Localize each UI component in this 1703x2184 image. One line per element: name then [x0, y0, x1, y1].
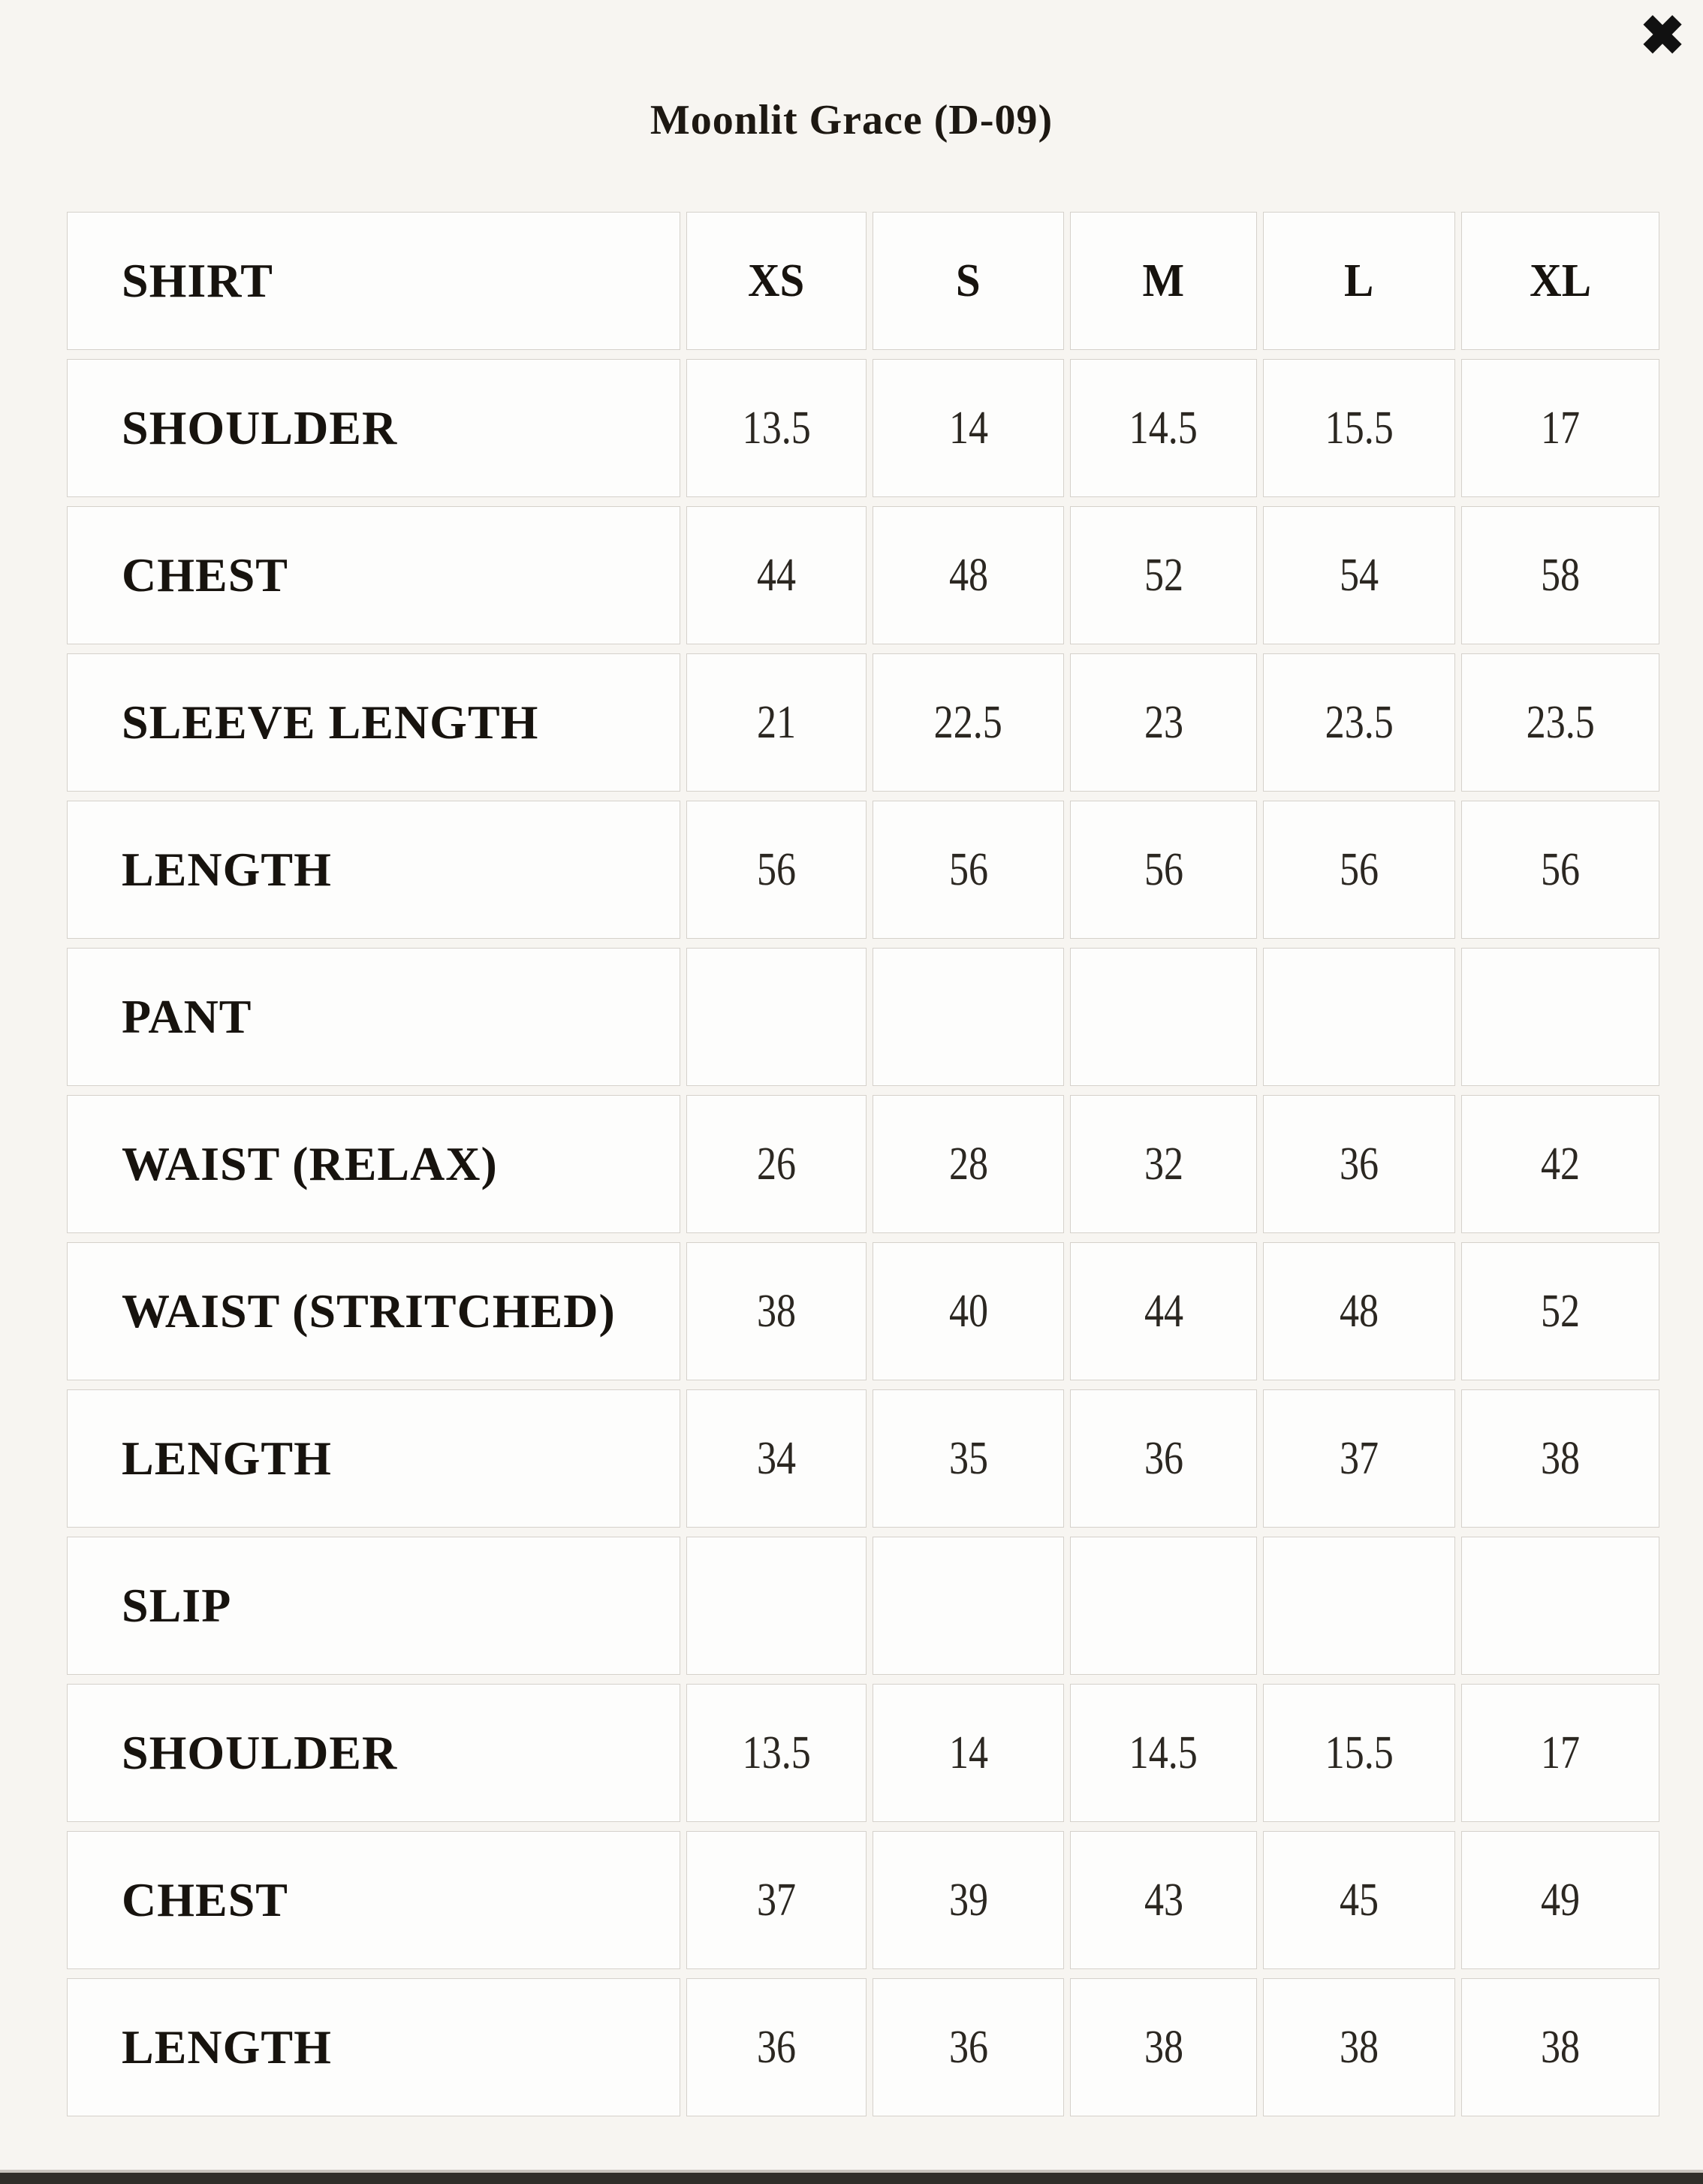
value-cell	[686, 1831, 867, 1969]
value-cell	[1461, 359, 1659, 497]
value-text: 17	[1540, 402, 1581, 454]
value-cell	[873, 506, 1064, 644]
value-cell	[1461, 506, 1659, 644]
row-label-cell: SLEEVE LENGTH	[67, 653, 680, 792]
value-cell	[873, 1389, 1064, 1528]
value-text: 15.5	[1325, 402, 1394, 454]
value-text: 48	[948, 549, 988, 601]
row-label-cell: SHOULDER	[67, 1684, 680, 1822]
value-cell	[873, 1684, 1064, 1822]
value-cell	[1070, 1684, 1257, 1822]
value-text: 39	[948, 1874, 988, 1926]
value-text: 40	[948, 1285, 988, 1337]
value-text: 28	[948, 1138, 988, 1190]
value-cell	[686, 801, 867, 939]
value-cell	[873, 948, 1064, 1086]
size-header-text: S	[956, 255, 981, 306]
value-cell	[1263, 1537, 1455, 1675]
value-text: 56	[1339, 843, 1379, 895]
value-cell	[1070, 1978, 1257, 2116]
value-cell	[1461, 801, 1659, 939]
value-text: 14	[948, 1727, 988, 1778]
value-text: 14	[948, 402, 988, 454]
value-text: 56	[1144, 843, 1183, 895]
row-label-cell: LENGTH	[67, 801, 680, 939]
row-label-cell: LENGTH	[67, 1978, 680, 2116]
value-text: 45	[1339, 1874, 1379, 1926]
value-cell	[1263, 1095, 1455, 1233]
value-cell	[1263, 359, 1455, 497]
value-cell	[873, 1537, 1064, 1675]
row-label-cell: WAIST (STRITCHED)	[67, 1242, 680, 1380]
value-cell	[1070, 1095, 1257, 1233]
size-header-cell	[1461, 212, 1659, 350]
value-cell	[1070, 1389, 1257, 1528]
value-text: 13.5	[742, 1727, 811, 1778]
value-text: 13.5	[742, 402, 811, 454]
value-text: 38	[1339, 2021, 1379, 2073]
value-cell	[1263, 1242, 1455, 1380]
row-label-cell: SHOULDER	[67, 359, 680, 497]
size-header-text: XS	[748, 255, 805, 306]
value-text: 36	[1144, 1432, 1183, 1484]
value-text: 17	[1540, 1727, 1581, 1778]
close-button[interactable]	[1632, 6, 1692, 66]
value-cell	[1263, 506, 1455, 644]
value-cell	[1461, 1095, 1659, 1233]
value-text: 52	[1144, 549, 1183, 601]
value-cell	[873, 1242, 1064, 1380]
value-cell	[1263, 1831, 1455, 1969]
value-cell	[1070, 801, 1257, 939]
value-cell	[873, 653, 1064, 792]
value-cell	[1461, 948, 1659, 1086]
value-cell	[1070, 653, 1257, 792]
value-cell	[873, 801, 1064, 939]
value-cell	[1461, 1684, 1659, 1822]
row-label-cell: CHEST	[67, 506, 680, 644]
value-cell	[1263, 948, 1455, 1086]
size-header-text: L	[1344, 255, 1374, 306]
value-text: 43	[1144, 1874, 1183, 1926]
value-text: 34	[756, 1432, 797, 1484]
value-cell	[1263, 1978, 1455, 2116]
value-cell	[1461, 1831, 1659, 1969]
value-text: 36	[1339, 1138, 1379, 1190]
value-text: 37	[1339, 1432, 1379, 1484]
value-text: 52	[1540, 1285, 1581, 1337]
value-cell	[1263, 1684, 1455, 1822]
value-cell	[686, 1537, 867, 1675]
row-label-cell: SLIP	[67, 1537, 680, 1675]
value-text: 37	[756, 1874, 797, 1926]
value-cell	[686, 653, 867, 792]
value-cell	[1461, 1242, 1659, 1380]
value-text: 44	[756, 549, 797, 601]
value-text: 14.5	[1129, 402, 1198, 454]
value-text: 38	[756, 1285, 797, 1337]
value-text: 21	[756, 696, 797, 748]
value-cell	[686, 948, 867, 1086]
bottom-bar	[0, 2170, 1703, 2184]
value-text: 38	[1540, 2021, 1581, 2073]
value-text: 35	[948, 1432, 988, 1484]
value-text: 23	[1144, 696, 1183, 748]
size-header-cell	[686, 212, 867, 350]
page-title: Moonlit Grace (D-09)	[650, 97, 1053, 143]
size-header-text: M	[1142, 255, 1185, 306]
value-text: 36	[756, 2021, 797, 2073]
row-label-cell: CHEST	[67, 1831, 680, 1969]
value-text: 38	[1540, 1432, 1581, 1484]
row-label-cell: LENGTH	[67, 1389, 680, 1528]
value-text: 42	[1540, 1138, 1581, 1190]
value-cell	[1070, 359, 1257, 497]
value-text: 15.5	[1325, 1727, 1394, 1778]
value-cell	[1070, 948, 1257, 1086]
row-label-cell: WAIST (RELAX)	[67, 1095, 680, 1233]
size-header-cell	[1070, 212, 1257, 350]
value-cell	[1263, 1389, 1455, 1528]
value-cell	[1461, 1537, 1659, 1675]
row-label-cell: SHIRT	[67, 212, 680, 350]
value-cell	[686, 359, 867, 497]
size-header-cell	[873, 212, 1064, 350]
value-text: 23.5	[1325, 696, 1394, 748]
value-text: 26	[756, 1138, 797, 1190]
value-cell	[686, 1978, 867, 2116]
value-text: 58	[1540, 549, 1581, 601]
row-label-cell: PANT	[67, 948, 680, 1086]
value-cell	[1461, 1389, 1659, 1528]
value-cell	[1263, 801, 1455, 939]
value-text: 48	[1339, 1285, 1379, 1337]
value-cell	[873, 1831, 1064, 1969]
value-cell	[873, 1095, 1064, 1233]
value-cell	[686, 1242, 867, 1380]
size-header-cell	[1263, 212, 1455, 350]
value-cell	[873, 359, 1064, 497]
value-text: 56	[948, 843, 988, 895]
value-cell	[1070, 1537, 1257, 1675]
value-cell	[1461, 1978, 1659, 2116]
size-chart-table	[67, 212, 1659, 2116]
value-cell	[873, 1978, 1064, 2116]
value-text: 36	[948, 2021, 988, 2073]
value-cell	[1070, 506, 1257, 644]
value-text: 23.5	[1526, 696, 1595, 748]
value-text: 54	[1339, 549, 1379, 601]
size-header-text: XL	[1530, 255, 1591, 306]
value-cell	[1461, 653, 1659, 792]
value-cell	[686, 1095, 867, 1233]
value-cell	[686, 1684, 867, 1822]
value-cell	[686, 1389, 867, 1528]
value-text: 14.5	[1129, 1727, 1198, 1778]
value-text: 56	[1540, 843, 1581, 895]
value-text: 38	[1144, 2021, 1183, 2073]
value-text: 49	[1540, 1874, 1581, 1926]
close-icon: ✖	[1639, 6, 1686, 66]
value-cell	[686, 506, 867, 644]
value-cell	[1070, 1831, 1257, 1969]
value-text: 44	[1144, 1285, 1183, 1337]
value-cell	[1070, 1242, 1257, 1380]
value-text: 32	[1144, 1138, 1183, 1190]
value-cell	[1263, 653, 1455, 792]
value-text: 22.5	[933, 696, 1003, 748]
value-text: 56	[756, 843, 797, 895]
